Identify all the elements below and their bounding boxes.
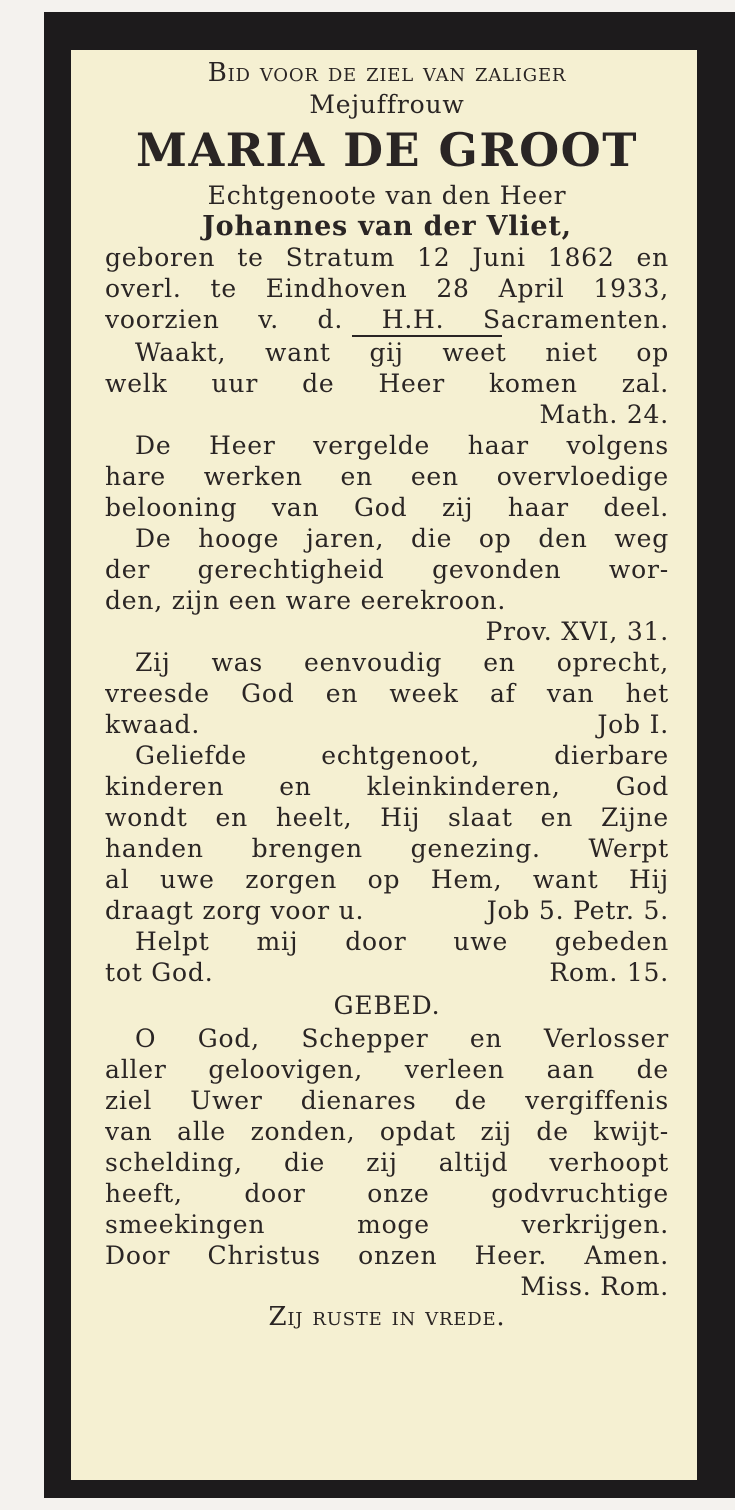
prayer-line: smeekingen moge verkrijgen. — [105, 1210, 669, 1239]
verse-reference: Rom. 15. — [549, 958, 669, 987]
prayer-line: aller geloovigen, verleen aan de — [105, 1055, 669, 1084]
verse-line: vreesde God en week af van het — [105, 679, 669, 708]
verse-reference: Job 5. Petr. 5. — [486, 896, 669, 925]
verse-line: den, zijn een ware eerekroon. — [105, 586, 507, 615]
verse-reference: Math. 24. — [539, 400, 669, 429]
verse-line: kinderen en kleinkinderen, God — [105, 772, 669, 801]
verse-reference: Prov. XVI, 31. — [485, 617, 669, 646]
verse-text: draagt zorg voor u. — [105, 896, 365, 925]
prayer-line: heeft, door onze godvruchtige — [105, 1179, 669, 1208]
verse-line: Geliefde echtgenoot, dierbare — [135, 741, 669, 770]
prayer-line: O God, Schepper en Verlosser — [135, 1024, 669, 1053]
verse-line: Zij was eenvoudig en oprecht, — [135, 648, 669, 677]
verse-line-with-reference — [105, 709, 669, 740]
death-line: overl. te Eindhoven 28 April 1933, — [105, 274, 669, 303]
birth-line: geboren te Stratum 12 Juni 1862 en — [105, 243, 669, 272]
memorial-card — [71, 50, 697, 1480]
verse-line: belooning van God zij haar deel. — [105, 493, 669, 522]
prayer-reference: Miss. Rom. — [520, 1272, 669, 1301]
verse-line: handen brengen genezing. Werpt — [105, 834, 669, 863]
deceased-name: MARIA DE GROOT — [136, 123, 638, 177]
card-header: Bid voor de ziel van zaliger — [207, 58, 567, 88]
verse-line: welk uur de Heer komen zal. — [105, 369, 669, 398]
sacraments-line: voorzien v. d. H.H. Sacramenten. — [105, 305, 669, 334]
verse-line: wondt en heelt, Hij slaat en Zijne — [105, 803, 669, 832]
prayer-title: GEBED. — [333, 991, 441, 1020]
closing-line: Zij ruste in vrede. — [268, 1302, 506, 1332]
verse-reference: Job I. — [597, 710, 669, 739]
spouse-name: Johannes van der Vliet, — [202, 211, 572, 242]
prayer-line: ziel Uwer dienares de vergiffenis — [105, 1086, 669, 1115]
verse-text: tot God. — [105, 958, 214, 987]
prayer-line: van alle zonden, opdat zij de kwijt- — [105, 1117, 669, 1146]
verse-line-with-reference — [105, 957, 669, 988]
verse-line-with-reference — [105, 895, 669, 926]
verse-line: Helpt mij door uwe gebeden — [135, 927, 669, 956]
prayer-line: Door Christus onzen Heer. Amen. — [105, 1241, 669, 1270]
title-prefix: Mejuffrouw — [309, 90, 465, 119]
verse-line: Waakt, want gij weet niet op — [135, 338, 669, 367]
prayer-line: schelding, die zij altijd verhoopt — [105, 1148, 669, 1177]
spouse-intro: Echtgenoote van den Heer — [207, 181, 567, 210]
divider — [352, 335, 502, 337]
verse-line: De Heer vergelde haar volgens — [135, 431, 669, 460]
verse-line: al uwe zorgen op Hem, want Hij — [105, 865, 669, 894]
card-text — [105, 58, 669, 1333]
verse-line: der gerechtigheid gevonden wor- — [105, 555, 669, 584]
verse-line: hare werken en een overvloedige — [105, 462, 669, 491]
verse-text: kwaad. — [105, 710, 201, 739]
verse-line: De hooge jaren, die op den weg — [135, 524, 669, 553]
